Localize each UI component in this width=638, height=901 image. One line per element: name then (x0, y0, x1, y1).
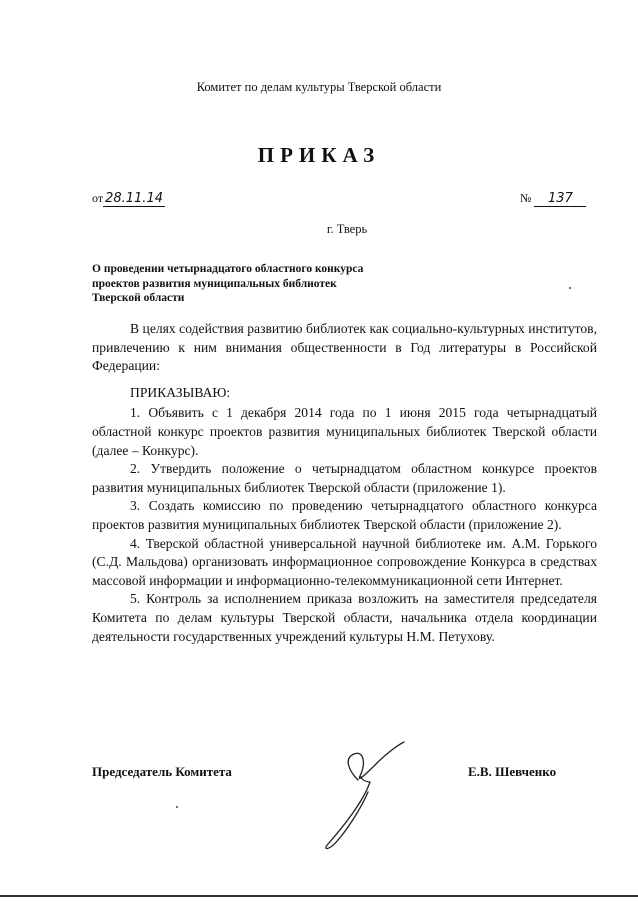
date-value: 28.11.14 (105, 191, 163, 206)
order-item: 1. Объявить с 1 декабря 2014 года по 1 июня 2015 года четырнадцатый областной конкурс проектов развития муниципальных библиотек Тверской области (далее – Конкурс). (92, 405, 597, 458)
order-word: ПРИКАЗЫВАЮ: (130, 384, 231, 400)
signatory-name: Е.В. Шевченко (468, 764, 557, 779)
stray-mark (569, 287, 571, 289)
number-field (520, 191, 586, 207)
number-value: 137 (534, 191, 586, 207)
signatory-position: Председатель Комитета (92, 764, 232, 779)
city: г. Тверь (326, 222, 368, 236)
handwritten-signature (300, 740, 420, 855)
order-item: 5. Контроль за исполнением приказа возложить на заместителя председателя Комитета по делам культуры Тверской области, начальника отдела координации деятельности государственных учреждений культуры Н.М. Петухову. (92, 591, 597, 644)
committee-name: Комитет по делам культуры Тверской области (196, 80, 442, 94)
date-prefix: от (92, 191, 104, 205)
subject-line: Тверской области (92, 292, 185, 304)
number-prefix: № (520, 191, 532, 205)
order-body (92, 320, 597, 646)
date-field (92, 191, 165, 207)
order-item: 4. Тверской областной универсальной научной библиотеке им. А.М. Горького (С.Д. Мальдова) организовать информационное сопровождение Конкурса в средствах массовой информации и информационно-телекоммуникационной сети Интернет. (92, 535, 597, 588)
order-subject (92, 262, 422, 306)
order-item: 3. Создать комиссию по проведению четырнадцатого областного конкурса проектов развития муниципальных библиотек Тверской области (приложение 2). (92, 498, 597, 532)
preamble: В целях содействия развитию библиотек как социально-культурных институтов, привлечению к ним внимания общественности в Год литературы в Российской Федерации: (92, 321, 597, 374)
stray-mark (176, 806, 178, 808)
document-title: ПРИКАЗ (257, 143, 381, 167)
subject-line: проектов развития муниципальных библиотек (92, 277, 337, 290)
subject-line: О проведении четырнадцатого областного конкурса (92, 263, 364, 275)
scan-edge-line (0, 895, 638, 897)
order-item: 2. Утвердить положение о четырнадцатом областном конкурсе проектов развития муниципальных библиотек Тверской области (приложение 1). (92, 461, 597, 495)
